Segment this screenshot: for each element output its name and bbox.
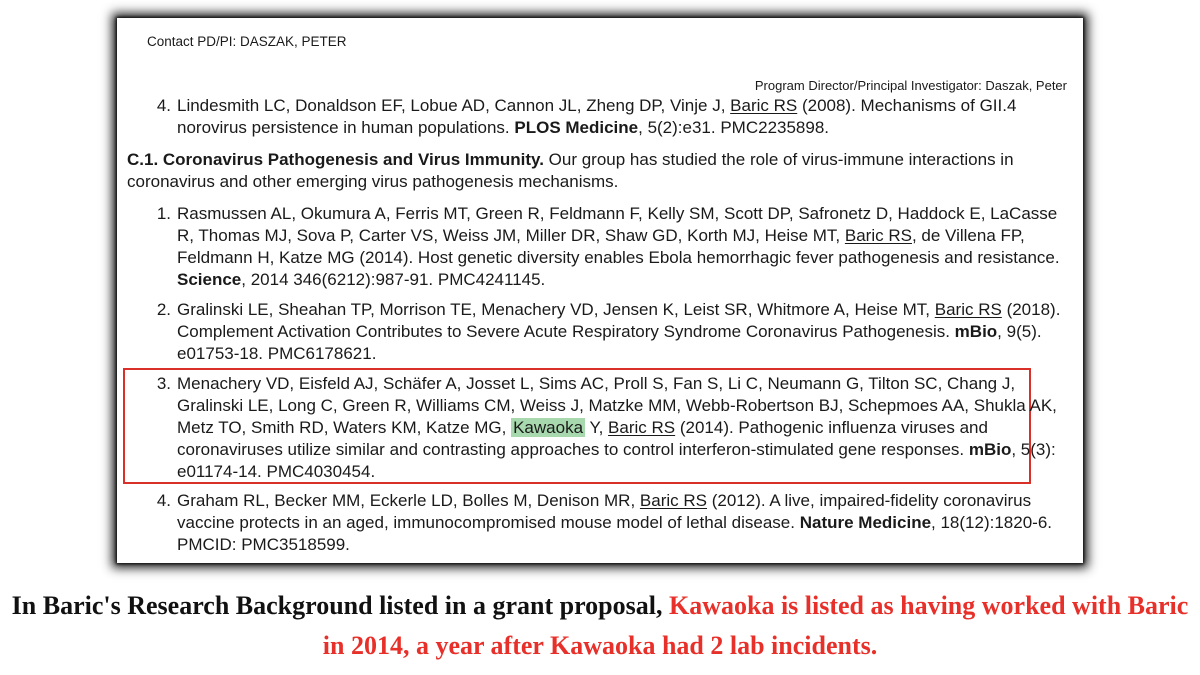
baric-name: Baric RS bbox=[730, 96, 798, 115]
reference-number: 1. bbox=[156, 204, 171, 223]
journal-name: mBio bbox=[954, 322, 998, 341]
reference-item: 1. Rasmussen AL, Okumura A, Ferris MT, Green R, Feldmann F, Kelly SM, Scott DP, Safronetz D, Haddock E, LaCasse R, Thomas MJ, Sova P, Carter VS, Weiss JM, Miller DR, Shaw GD, Korth MJ, Heise MT, Baric RS, de Villena FP, Feldmann H, Katze MG (2014). Host genetic diversity enables Ebola hemorrhagic fever pathogenesis and resistance. Science, 2014 346(6212):987-91. PMC4241145. bbox=[127, 203, 1069, 291]
contact-pi-line: Contact PD/PI: DASZAK, PETER bbox=[147, 34, 347, 49]
reference-number: 4. bbox=[156, 491, 171, 510]
caption bbox=[0, 586, 1200, 666]
baric-name: Baric RS bbox=[934, 300, 1002, 319]
reference-item: 4. Graham RL, Becker MM, Eckerle LD, Bolles M, Denison MR, Baric RS (2012). A live, impaired-fidelity coronavirus vaccine protects in an aged, immunocompromised mouse model of lethal disease. Nature Medicine, 18(12):1820-6. PMCID: PMC3518599. bbox=[127, 490, 1069, 556]
baric-name: Baric RS bbox=[639, 491, 707, 510]
reference-number: 4. bbox=[156, 96, 171, 115]
program-director-line: Program Director/Principal Investigator: Daszak, Peter bbox=[754, 78, 1067, 93]
section-heading: C.1. Coronavirus Pathogenesis and Virus Immunity. bbox=[127, 150, 544, 169]
journal-name: mBio bbox=[968, 440, 1012, 459]
reference-number: 2. bbox=[156, 300, 171, 319]
reference-item-highlighted: 3. Menachery VD, Eisfeld AJ, Schäfer A, Josset L, Sims AC, Proll S, Fan S, Li C, Neumann G, Tilton SC, Chang J, Gralinski LE, Long C, Green R, Williams CM, Weiss J, Matzke MM, Webb-Robertson BJ, Schepmoes AA, Shukla AK, Metz TO, Smith RD, Waters KM, Katze MG, Kawaoka Y, Baric RS (2014). Pathogenic influenza viruses and coronaviruses utilize similar and contrasting approaches to control interferon-stimulated gene responses. mBio, 5(3): e01174-14. PMC4030454. bbox=[127, 373, 1069, 483]
caption-red-text: Kawaoka is listed as having worked with Baric in 2014, a year after Kawaoka had 2 lab incidents. bbox=[322, 591, 1189, 660]
baric-name: Baric RS bbox=[844, 226, 912, 245]
reference-number: 3. bbox=[156, 374, 171, 393]
section-c1 bbox=[127, 149, 1069, 193]
journal-name: PLOS Medicine bbox=[514, 118, 639, 137]
document-page bbox=[117, 18, 1083, 563]
caption-black-text: In Baric's Research Background listed in a grant proposal, bbox=[11, 591, 669, 620]
reference-item: 2. Gralinski LE, Sheahan TP, Morrison TE, Menachery VD, Jensen K, Leist SR, Whitmore A, Heise MT, Baric RS (2018). Complement Activation Contributes to Severe Acute Respiratory Syndrome Coronavirus Pathogenesis. mBio, 9(5). e01753-18. PMC6178621. bbox=[127, 299, 1069, 365]
reference-item: 4. Lindesmith LC, Donaldson EF, Lobue AD, Cannon JL, Zheng DP, Vinje J, Baric RS (2008). Mechanisms of GII.4 norovirus persistence in human populations. PLOS Medicine, 5(2):e31. PMC2235898. bbox=[127, 95, 1069, 139]
baric-name: Baric RS bbox=[608, 418, 676, 437]
journal-name: Science bbox=[177, 270, 242, 289]
journal-name: Nature Medicine bbox=[799, 513, 932, 532]
section-text: Our group has studied the role of virus-immune interactions in coronavirus and other emerging virus pathogenesis mechanisms. bbox=[127, 150, 1014, 191]
kawaoka-highlight: Kawaoka bbox=[513, 418, 584, 437]
